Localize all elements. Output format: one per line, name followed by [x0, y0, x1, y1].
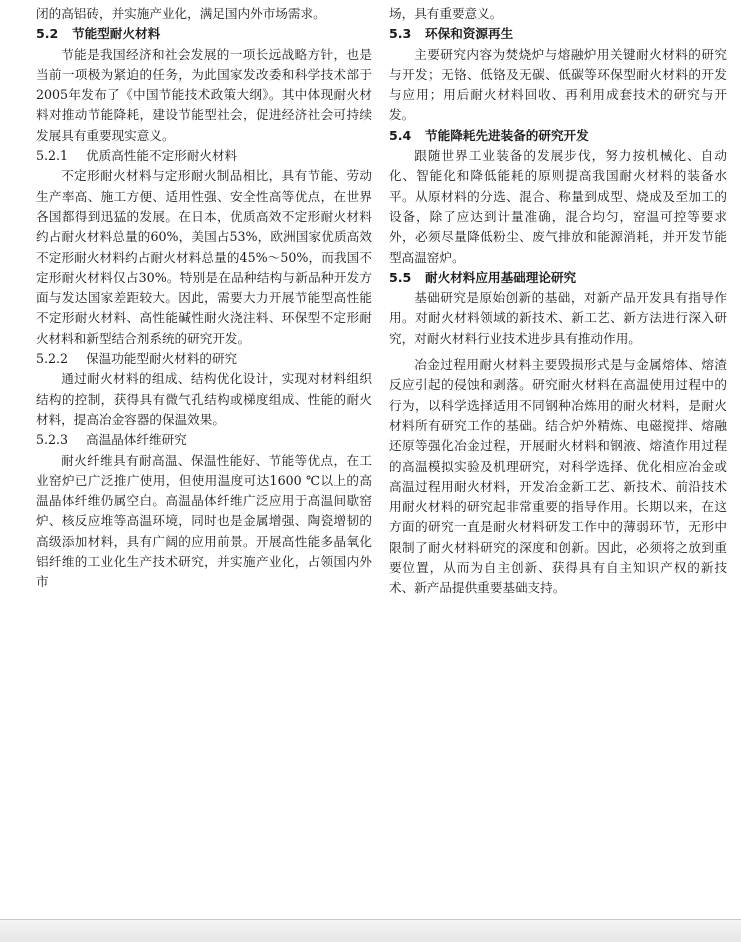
section-5-2-3-paragraph: 耐火纤维具有耐高温、保温性能好、节能等优点，在工业窑炉已广泛推广使用，但使用温度可达1600 ℃以上的高温晶体纤维仍属空白。高温晶体纤维广泛应用于高温间歇窑炉、核反应堆等高温环境，同时也是金属增强、陶瓷增韧的高级添加材料，具有广阔的应用前景。开展高性能多晶氧化铝纤维的工业化生产技术研究，并实施产业化，占领国内外市	[36, 452, 372, 590]
section-5-3-heading: 5.3 环保和资源再生	[389, 26, 514, 42]
right-column	[389, 4, 727, 599]
paragraph-continued: 场，具有重要意义。	[389, 6, 503, 21]
section-5-5-heading: 5.5 耐火材料应用基础理论研究	[389, 269, 577, 285]
section-5-2-3-heading: 5.2.3 高温晶体纤维研究	[36, 432, 187, 448]
section-5-2-1-heading: 5.2.1 优质高性能不定形耐火材料	[36, 148, 238, 164]
section-5-2-2-paragraph: 通过耐火材料的组成、结构优化设计，实现对材料组织结构的控制，获得具有微气孔结构或梯度组成、性能的耐火材料，提高冶金容器的保温效果。	[36, 371, 372, 427]
section-5-2-2-heading: 5.2.2 保温功能型耐火材料的研究	[36, 351, 238, 367]
viewer-bottom-bar	[0, 919, 741, 942]
section-5-2-paragraph: 节能是我国经济和社会发展的一项长远战略方针，也是当前一项极为紧迫的任务，为此国家发改委和科学技术部于2005年发布了《中国节能技术政策大纲》。其中体现耐火材料对推动节能降耗，建设节能型社会，促进经济社会可持续发展具有重要现实意义。	[36, 46, 372, 143]
section-5-5-paragraph-1: 基础研究是原始创新的基础，对新产品开发具有指导作用。对耐火材料领域的新技术、新工艺、新方法进行深入研究，对耐火材料行业技术进步具有推动作用。	[389, 290, 727, 346]
paragraph-intro: 闭的高铝砖，并实施产业化，满足国内外市场需求。	[36, 6, 326, 21]
section-5-4-paragraph: 跟随世界工业装备的发展步伐，努力按机械化、自动化、智能化和降低能耗的原则提高我国耐火材料的装备水平。从原材料的分选、混合、称量到成型、烧成及至加工的设备，除了应达到计量准确，混合均匀，窑温可控等要求外，必须尽量降低粉尘、废气排放和能源消耗，并开发节能型高温窑炉。	[389, 148, 727, 265]
left-column	[36, 4, 372, 593]
section-5-2-heading: 5.2 节能型耐火材料	[36, 26, 161, 42]
section-5-4-heading: 5.4 节能降耗先进装备的研究开发	[389, 127, 589, 143]
section-5-5-paragraph-2: 冶金过程用耐火材料主要毁损形式是与金属熔体、熔渣反应引起的侵蚀和剥落。研究耐火材料在高温使用过程中的行为，以科学选择适用不同钢种冶炼用的耐火材料，是耐火材料所有研究工作的基础。结合炉外精炼、电磁搅拌、熔融还原等强化冶金过程，开展耐火材料和钢液、熔渣作用过程的高温模拟实验及机理研究，对科学选择、优化相应冶金或高温过程用耐火材料，开发冶金新工艺、新技术、前沿技术用耐火材料的研究起非常重要的指导作用。长期以来，在这方面的研究一直是耐火材料研发工作中的薄弱环节，无形中限制了耐火材料研究的深度和创新。因此，必须将之放到重要位置，从而为自主创新、获得具有自主知识产权的新技术、新产品提供重要基础支持。	[389, 357, 727, 596]
section-5-2-1-paragraph: 不定形耐火材料与定形耐火制品相比，具有节能、劳动生产率高、施工方便、适用性强、安全性高等优点，在世界各国都得到迅猛的发展。在日本，优质高效不定形耐火材料约占耐火材料总量的60%，美国占53%，欧洲国家优质高效不定形耐火材料约占耐火材料总量的45%～50%，而我国不定形耐火材料仅占30%。特别是在品种结构与新品种开发方面与发达国家差距较大。因此，需要大力开展节能型高性能不定形耐火材料、高性能碱性耐火浇注料、环保型不定形耐火材料和新型结合剂系统的研究开发。	[36, 168, 372, 346]
section-5-3-paragraph: 主要研究内容为焚烧炉与熔融炉用关键耐火材料的研究与开发；无铬、低铬及无碳、低碳等环保型耐火材料的开发与应用；用后耐火材料回收、再利用成套技术的研究与开发。	[389, 46, 727, 123]
